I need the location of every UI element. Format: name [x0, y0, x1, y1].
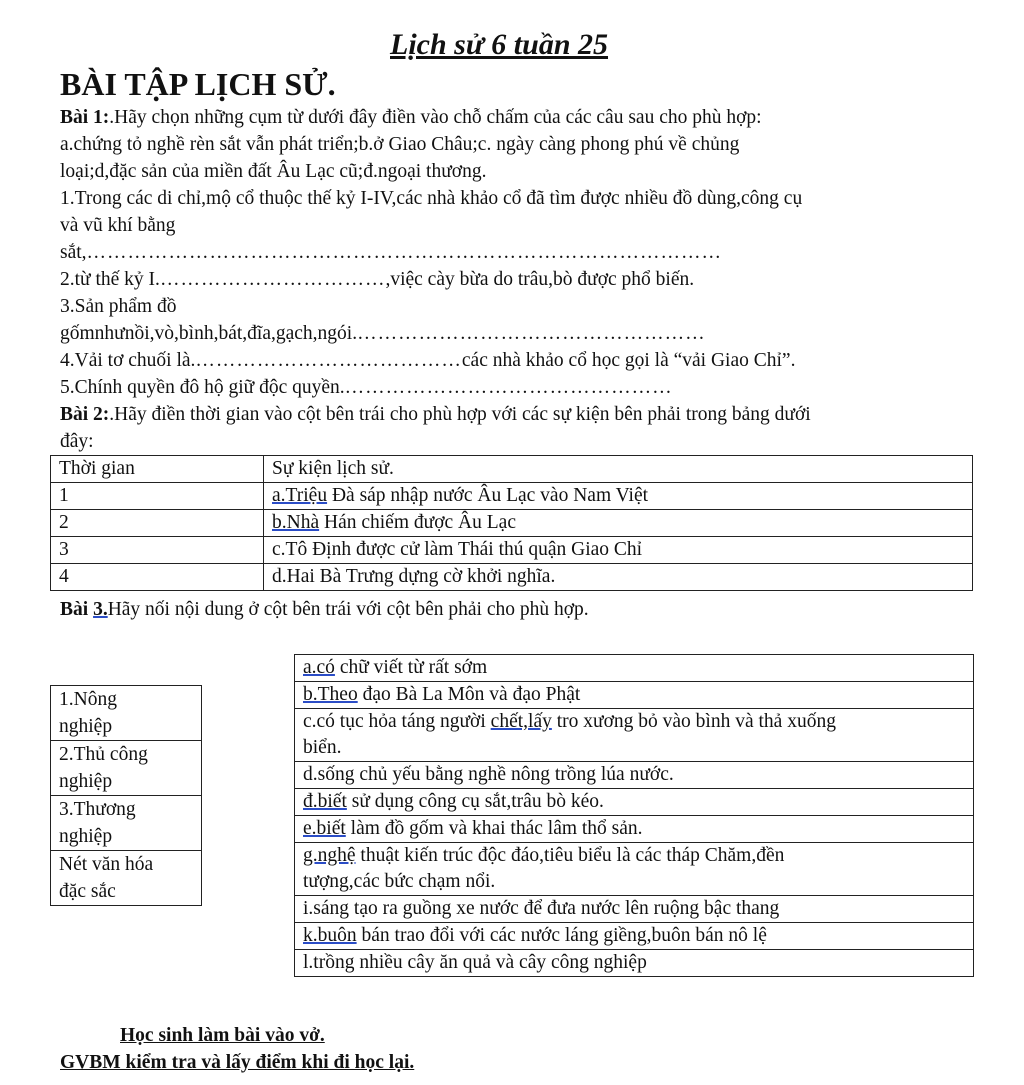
left-item-line1: Nét văn hóa	[59, 854, 154, 875]
left-item-line1: 2.Thủ công	[59, 744, 148, 765]
item-text: l.trồng nhiều cây ăn quả và cây công nghiệp	[295, 950, 974, 977]
bai3-label-text: Bài	[60, 599, 94, 620]
q4-blank[interactable]: …………………………………	[195, 350, 462, 371]
bai1-q3-text: gốmnhưnồi,vò,bình,bát,đĩa,gạch,ngói.	[60, 323, 358, 344]
event-cell	[264, 510, 973, 537]
event-cell: d.Hai Bà Trưng dựng cờ khởi nghĩa.	[264, 564, 973, 591]
event-text: Hán chiếm được Âu Lạc	[319, 512, 516, 533]
right-item[interactable]	[295, 789, 974, 816]
item-prefix: e.biết	[303, 818, 346, 839]
item-text: c.có tục hỏa táng người	[303, 711, 491, 732]
bai1-q1-line2: và vũ khí bằng	[60, 215, 176, 236]
left-item-line2: nghiệp	[59, 826, 113, 847]
event-cell: c.Tô Định được cử làm Thái thú quận Giao Chỉ	[264, 537, 973, 564]
bai1-q2-b: ,việc cày bừa do trâu,bò được phổ biến.	[385, 269, 695, 290]
table-row	[51, 564, 973, 591]
bai1-label: Bài 1:	[60, 107, 110, 128]
table-row	[51, 537, 973, 564]
item-text: sử dụng công cụ sắt,trâu bò kéo.	[346, 791, 604, 812]
time-cell[interactable]: 2	[51, 510, 264, 537]
table-row	[51, 510, 973, 537]
item-text: i.sáng tạo ra guồng xe nước để đưa nước lên ruộng bậc thang	[295, 896, 974, 923]
bai3-instruction: Hãy nối nội dung ở cột bên trái với cột bên phải cho phù hợp.	[107, 599, 589, 620]
bai1-q4	[60, 349, 795, 373]
left-item-line1: 1.Nông	[59, 689, 117, 710]
right-item[interactable]	[295, 709, 974, 762]
left-item[interactable]	[51, 686, 202, 741]
bai1-q1-text: sắt,	[60, 242, 87, 263]
item-prefix: a.có	[303, 657, 335, 678]
left-item[interactable]	[51, 851, 202, 906]
item-text: d.sống chủ yếu bằng nghề nông trồng lúa nước.	[295, 762, 974, 789]
table-header-row	[51, 456, 973, 483]
left-item[interactable]	[51, 741, 202, 796]
item-text: làm đồ gốm và khai thác lâm thổ sản.	[345, 818, 643, 839]
time-cell[interactable]: 4	[51, 564, 264, 591]
right-item[interactable]	[295, 816, 974, 843]
bai1-q2	[60, 268, 694, 292]
header-event: Sự kiện lịch sử.	[264, 456, 973, 483]
q1-blank[interactable]: …………………………………………………………………………………	[86, 242, 723, 263]
bai1-q4-b: các nhà khảo cổ học gọi là “vải Giao Chỉ”.	[461, 350, 796, 371]
bai3-instruction-line	[60, 598, 589, 622]
left-item-line2: đặc sắc	[59, 881, 116, 902]
footer-line2: GVBM kiểm tra và lấy điểm khi đi học lại.	[60, 1052, 415, 1073]
item-prefix: g.nghệ	[303, 845, 356, 866]
item-text: tro xương bỏ vào bình và thả xuống	[551, 711, 836, 732]
bai2-instruction-line2: đây:	[60, 431, 94, 452]
header-time: Thời gian	[51, 456, 264, 483]
left-item-line2: nghiệp	[59, 771, 113, 792]
item-prefix: b.Theo	[303, 684, 358, 705]
item-prefix: đ.biết	[303, 791, 347, 812]
event-cell	[264, 483, 973, 510]
bai1-options-line1: a.chứng tỏ nghề rèn sắt vẫn phát triển;b.ở Giao Châu;c. ngày càng phong phú về chủng	[60, 134, 740, 155]
bai1-instruction: .Hãy chọn những cụm từ dưới đây điền vào chỗ chấm của các câu sau cho phù hợp:	[109, 107, 762, 128]
item-text: bán trao đổi với các nước láng giềng,buôn bán nô lệ	[356, 925, 767, 946]
bai1-q3-line1: 3.Sản phẩm đồ	[60, 296, 177, 317]
bai3-left-table	[50, 685, 202, 906]
right-item[interactable]	[295, 896, 974, 923]
item-text: chữ viết từ rất sớm	[334, 657, 488, 678]
bai1-q1-line1: 1.Trong các di chỉ,mộ cổ thuộc thế kỷ I-IV,các nhà khảo cổ đã tìm được nhiều đồ dùng,công cụ	[60, 188, 803, 209]
bai2-instruction: .Hãy điền thời gian vào cột bên trái cho phù hợp với các sự kiện bên phải trong bảng dưới	[109, 404, 811, 425]
item-text: thuật kiến trúc độc đáo,tiêu biểu là các tháp Chăm,đền	[355, 845, 785, 866]
right-item[interactable]	[295, 655, 974, 682]
right-item[interactable]	[295, 843, 974, 896]
bai1-q1-line3	[60, 241, 722, 265]
right-item[interactable]	[295, 923, 974, 950]
bai1-q3-line2	[60, 322, 706, 346]
item-prefix: k.buôn	[303, 925, 357, 946]
left-item[interactable]	[51, 796, 202, 851]
bai3-right-table	[294, 654, 974, 977]
table-row	[51, 483, 973, 510]
item-underlined: chết,lấy	[490, 711, 552, 732]
item-text: biển.	[303, 737, 342, 758]
event-text: Đà sáp nhập nước Âu Lạc vào Nam Việt	[327, 485, 649, 506]
bai1-q5	[60, 376, 673, 400]
right-item[interactable]	[295, 762, 974, 789]
bai1-options-line2: loại;d,đặc sản của miền đất Âu Lạc cũ;đ.ngoại thương.	[60, 161, 487, 182]
bai1-q4-a: 4.Vải tơ chuối là.	[60, 350, 196, 371]
right-item[interactable]	[295, 682, 974, 709]
right-item[interactable]	[295, 950, 974, 977]
event-prefix: a.Triệu	[272, 485, 328, 506]
document-title: Lịch sử 6 tuần 25	[390, 28, 609, 61]
q3-blank[interactable]: ……………………………………………	[357, 323, 706, 344]
q5-blank[interactable]: …………………………………………	[344, 377, 673, 398]
bai2-table	[50, 455, 973, 591]
time-cell[interactable]: 1	[51, 483, 264, 510]
time-cell[interactable]: 3	[51, 537, 264, 564]
bai1-instruction-line	[60, 106, 762, 130]
item-text: tượng,các bức chạm nổi.	[303, 871, 496, 892]
main-heading: BÀI TẬP LỊCH SỬ.	[60, 66, 336, 102]
left-item-line2: nghiệp	[59, 716, 113, 737]
q2-blank[interactable]: ……………………………	[159, 269, 386, 290]
bai2-instruction-line1	[60, 403, 811, 427]
footer-line1: Học sinh làm bài vào vở.	[120, 1025, 325, 1046]
left-item-line1: 3.Thương	[59, 799, 136, 820]
event-prefix: b.Nhà	[272, 512, 320, 533]
bai3-label	[60, 599, 108, 620]
bai1-q2-a: 2.từ thế kỷ I.	[60, 269, 160, 290]
bai3-label-number: 3.	[93, 599, 108, 620]
bai1-q5-text: 5.Chính quyền đô hộ giữ độc quyền.	[60, 377, 345, 398]
bai2-label: Bài 2:	[60, 404, 110, 425]
item-text: đạo Bà La Môn và đạo Phật	[357, 684, 581, 705]
